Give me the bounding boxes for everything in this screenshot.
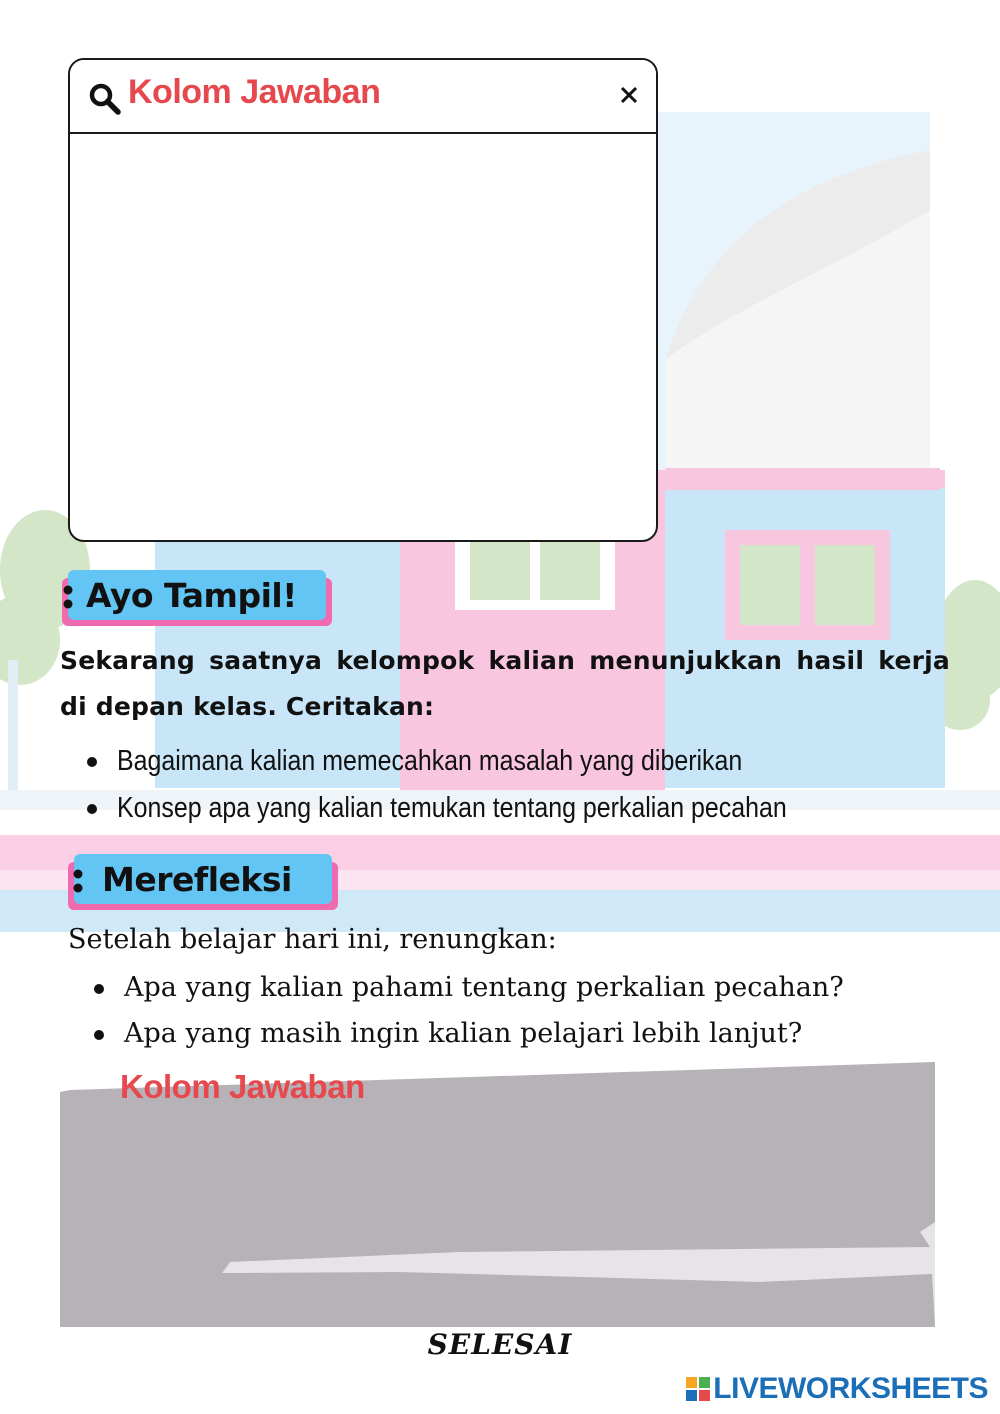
heading-label: Ayo Tampil! — [86, 576, 297, 615]
answer-box-title: Kolom Jawaban — [128, 73, 381, 111]
answer-box — [68, 58, 658, 542]
present-list — [117, 738, 896, 832]
end-label: SELESAI — [427, 1328, 573, 1361]
bullet-dots-icon — [62, 582, 74, 612]
liveworksheets-logo-icon — [686, 1377, 710, 1401]
answer-area-field[interactable] — [64, 1112, 924, 1317]
answer-area-title: Kolom Jawaban — [120, 1068, 365, 1105]
heading-merefleksi — [68, 854, 338, 910]
reflect-list — [124, 965, 844, 1057]
brand-text: LIVEWORKSHEETS — [713, 1372, 988, 1405]
reflect-intro: Setelah belajar hari ini, renungkan: — [68, 924, 557, 955]
list-item: Konsep apa yang kalian temukan tentang perkalian pecahan — [117, 785, 896, 832]
answer-box-header — [70, 60, 656, 134]
present-paragraph: Sekarang saatnya kelompok kalian menunjukkan hasil kerja di depan kelas. Ceritakan: — [60, 646, 950, 721]
close-icon[interactable] — [618, 84, 640, 106]
list-item: Apa yang masih ingin kalian pelajari lebih lanjut? — [124, 1011, 844, 1057]
bullet-dots-icon — [72, 866, 84, 896]
search-icon — [88, 82, 122, 116]
list-item: Bagaimana kalian memecahkan masalah yang diberikan — [117, 738, 896, 785]
heading-ayo-tampil — [62, 570, 332, 626]
list-item: Apa yang kalian pahami tentang perkalian pecahan? — [124, 965, 844, 1011]
answer-field[interactable] — [70, 134, 656, 540]
liveworksheets-brand — [686, 1372, 988, 1406]
heading-label: Merefleksi — [102, 860, 292, 899]
